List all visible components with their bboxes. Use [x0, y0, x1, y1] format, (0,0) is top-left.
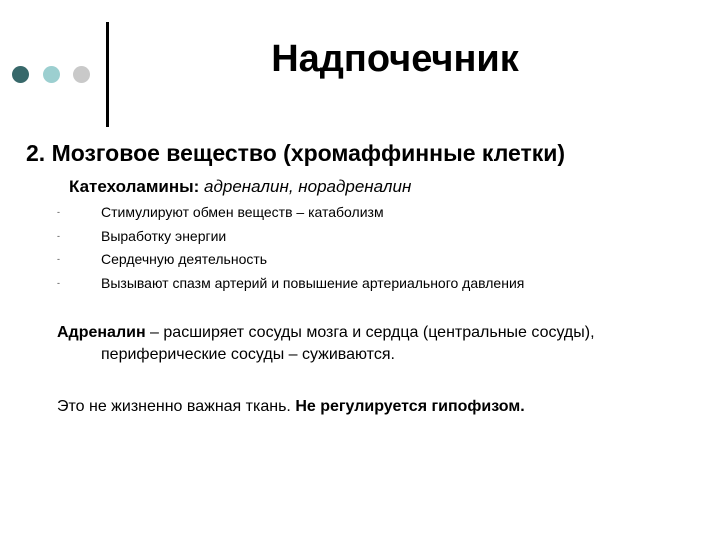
bullet-dash-icon: - [57, 230, 60, 241]
list-item [57, 227, 524, 251]
list-item [57, 203, 524, 227]
decorative-dots [12, 66, 102, 84]
adrenaline-paragraph [57, 322, 697, 366]
list-item-text: Стимулируют обмен веществ – катаболизм [101, 204, 384, 220]
bullet-dash-icon: - [57, 207, 60, 217]
list-item-text: Выработку энергии [101, 227, 227, 244]
bullet-dash-icon: - [57, 277, 60, 288]
dot-gray-icon [73, 66, 90, 83]
effects-list [57, 203, 524, 297]
catecholamines-value: адреналин, норадреналин [199, 177, 412, 196]
regulation-text: Это не жизненно важная ткань. [57, 398, 296, 415]
section-heading: 2. Мозговое вещество (хромаффинные клетки) [26, 140, 566, 166]
catecholamines-label: Катехоламины: [69, 177, 200, 196]
adrenaline-text-line2: периферические сосуды – суживаются. [101, 346, 395, 363]
list-item [57, 250, 524, 274]
list-item-text: Вызывают спазм артерий и повышение артериального давления [101, 274, 525, 291]
regulation-bold-text: Не регулируется гипофизом. [295, 398, 525, 415]
regulation-paragraph [57, 398, 525, 416]
adrenaline-text-line1: – расширяет сосуды мозга и сердца (центральные сосуды), [145, 324, 595, 341]
adrenaline-term: Адреналин [57, 324, 146, 341]
slide-title: Надпочечник [271, 38, 519, 80]
list-item-text: Сердечную деятельность [101, 251, 268, 267]
list-item [57, 274, 524, 298]
dot-light-teal-icon [43, 66, 60, 83]
bullet-dash-icon: - [57, 254, 60, 264]
vertical-divider [106, 22, 109, 127]
catecholamines-line [69, 177, 411, 197]
dot-dark-teal-icon [12, 66, 29, 83]
